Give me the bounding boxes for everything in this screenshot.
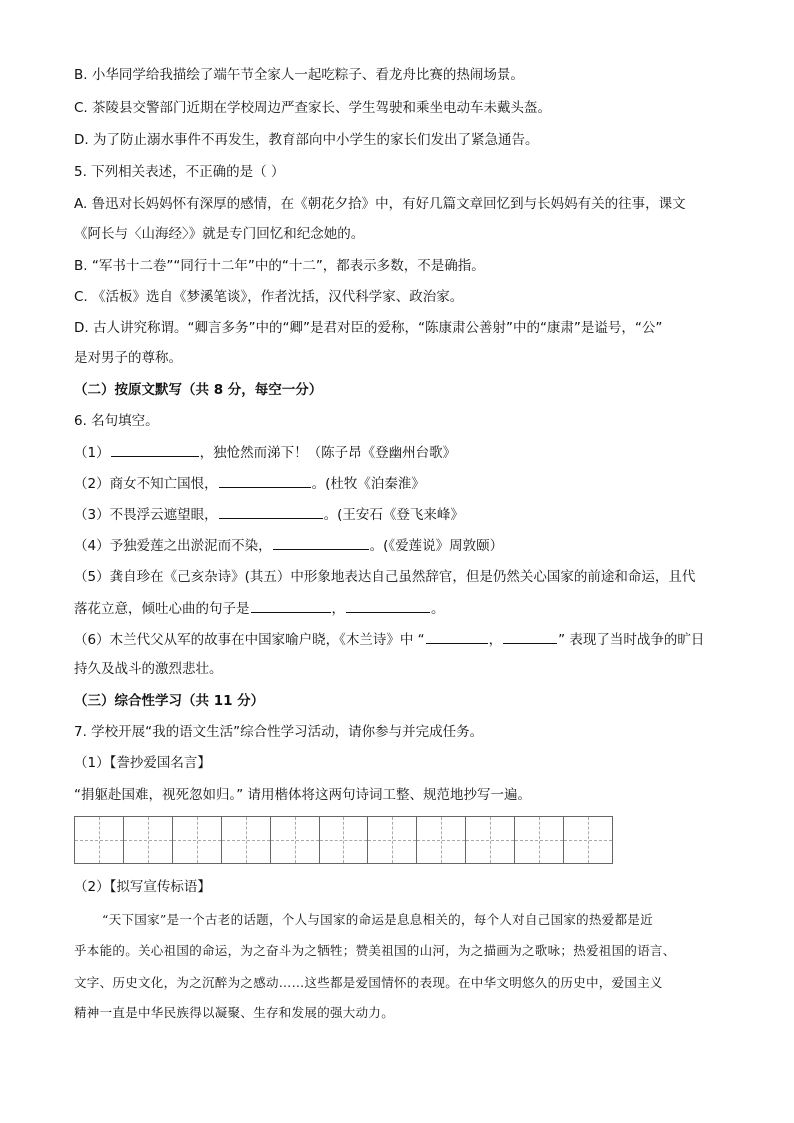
grid-cell[interactable] <box>320 817 369 863</box>
grid-cell[interactable] <box>515 817 564 863</box>
grid-cell[interactable] <box>271 817 320 863</box>
q6-item5-end: 。 <box>431 601 445 617</box>
task1-instruction: “捐躯赴国难，视死忽如归。” 请用楷体将这两句诗词工整、规范地抄写一遍。 <box>74 787 532 803</box>
q6-item1-suffix: ，独怆然而涕下！（陈子昂《登幽州台歌》 <box>199 445 457 461</box>
q6-item-6-line2: 持久及战斗的激烈悲壮。 <box>74 661 223 677</box>
q6-item3-prefix: （3）不畏浮云遮望眼， <box>74 507 218 523</box>
q6-item4-suffix: 。(《爱莲说》周敦颐） <box>369 538 504 554</box>
q4-option-c: C. 茶陵县交警部门近期在学校周边严查家长、学生驾驶和乘坐电动车未戴头盔。 <box>74 100 552 116</box>
grid-cell[interactable] <box>75 817 124 863</box>
q6-item2-suffix: 。(杜牧《泊秦淮》 <box>311 476 425 492</box>
q6-item3-suffix: 。(王安石《登飞来峰》 <box>323 507 464 523</box>
answer-blank[interactable] <box>251 598 331 613</box>
answer-blank[interactable] <box>219 504 323 519</box>
q5-option-a-line2: 《阿长与〈山海经〉》就是专门回忆和纪念她的。 <box>74 226 365 242</box>
answer-blank[interactable] <box>346 598 430 613</box>
q4-option-d: D. 为了防止溺水事件不再发生，教育部向中小学生的家长们发出了紧急通告。 <box>74 132 539 148</box>
q6-item5-separator: ， <box>331 601 345 617</box>
passage-line-4: 精神一直是中华民族得以凝聚、生存和发展的强大动力。 <box>74 1005 395 1020</box>
q6-item-4 <box>74 535 724 555</box>
grid-cell[interactable] <box>173 817 222 863</box>
grid-cell[interactable] <box>222 817 271 863</box>
grid-cell[interactable] <box>368 817 417 863</box>
calligraphy-grid[interactable] <box>74 816 613 864</box>
answer-blank[interactable] <box>219 473 311 488</box>
answer-blank[interactable] <box>273 535 369 550</box>
grid-cell[interactable] <box>564 817 612 863</box>
answer-blank[interactable] <box>111 442 199 457</box>
q4-option-b: B. 小华同学给我描绘了端午节全家人一起吃粽子、看龙舟比赛的热闹场景。 <box>74 67 524 83</box>
q5-option-a-line1: A. 鲁迅对长妈妈怀有深厚的感情，在《朝花夕拾》中，有好几篇文章回忆到与长妈妈有关的往事，课文 <box>74 196 686 212</box>
q6-item-2 <box>74 473 724 493</box>
passage-line-3: 文字、历史文化，为之沉醉为之感动……这些都是爱国情怀的表现。在中华文明悠久的历史中，爱国主义 <box>74 975 663 990</box>
q6-item6-prefix: （6）木兰代父从军的故事在中国家喻户晓，《木兰诗》中 “ <box>74 632 425 648</box>
q5-option-d-line1: D. 古人讲究称谓。“卿言多务”中的“卿”是君对臣的爱称，“陈康肃公善射”中的“康肃”是谥号，“公” <box>74 320 663 336</box>
grid-cell[interactable] <box>417 817 466 863</box>
q5-stem: 5. 下列相关表述，不正确的是（ ） <box>74 164 285 180</box>
q6-item-1 <box>74 442 724 462</box>
q5-option-b: B. “军书十二卷”“同行十二年”中的“十二”，都表示多数，不是确指。 <box>74 258 485 274</box>
grid-cell[interactable] <box>124 817 173 863</box>
q6-item-5-line2 <box>74 598 724 618</box>
passage-line-2: 乎本能的。关心祖国的命运，为之奋斗为之牺牲；赞美祖国的山河，为之描画为之歌咏；热爱祖国的语言、 <box>74 943 676 958</box>
q6-item6-separator: ， <box>488 632 503 648</box>
q6-item-3 <box>74 504 724 524</box>
q6-item-5-line1: （5）龚自珍在《己亥杂诗》(其五）中形象地表达自己虽然辞官，但是仍然关心国家的前途和命运，且代 <box>74 569 696 585</box>
grid-cell[interactable] <box>466 817 515 863</box>
passage-line-1: “天下国家”是一个古老的话题，个人与国家的命运是息息相关的，每个人对自己国家的热爱都是近 <box>102 912 653 927</box>
q6-stem: 6. 名句填空。 <box>74 413 159 429</box>
q6-item1-prefix: （1） <box>74 445 110 461</box>
q6-item6-suffix: ” 表现了当时战争的旷日 <box>558 632 705 648</box>
task1-title: （1）【誊抄爱国名言】 <box>74 755 211 771</box>
section2-heading: （二）按原文默写（共 8 分，每空一分） <box>74 382 323 398</box>
q5-option-d-line2: 是对男子的尊称。 <box>74 350 182 366</box>
q6-item5-prefix: 落花立意，倾吐心曲的句子是 <box>74 601 250 617</box>
section3-heading: （三）综合性学习（共 11 分） <box>74 693 265 709</box>
q6-item2-prefix: （2）商女不知亡国恨， <box>74 476 218 492</box>
answer-blank[interactable] <box>503 629 557 644</box>
task2-title: （2）【拟写宣传标语】 <box>74 879 211 895</box>
q6-item-6-line1 <box>74 629 724 649</box>
q7-stem: 7. 学校开展“我的语文生活”综合性学习活动，请你参与并完成任务。 <box>74 724 484 740</box>
q6-item4-prefix: （4）予独爱莲之出淤泥而不染， <box>74 538 272 554</box>
q5-option-c: C. 《活板》选自《梦溪笔谈》，作者沈括，汉代科学家、政治家。 <box>74 289 464 305</box>
answer-blank[interactable] <box>426 629 488 644</box>
